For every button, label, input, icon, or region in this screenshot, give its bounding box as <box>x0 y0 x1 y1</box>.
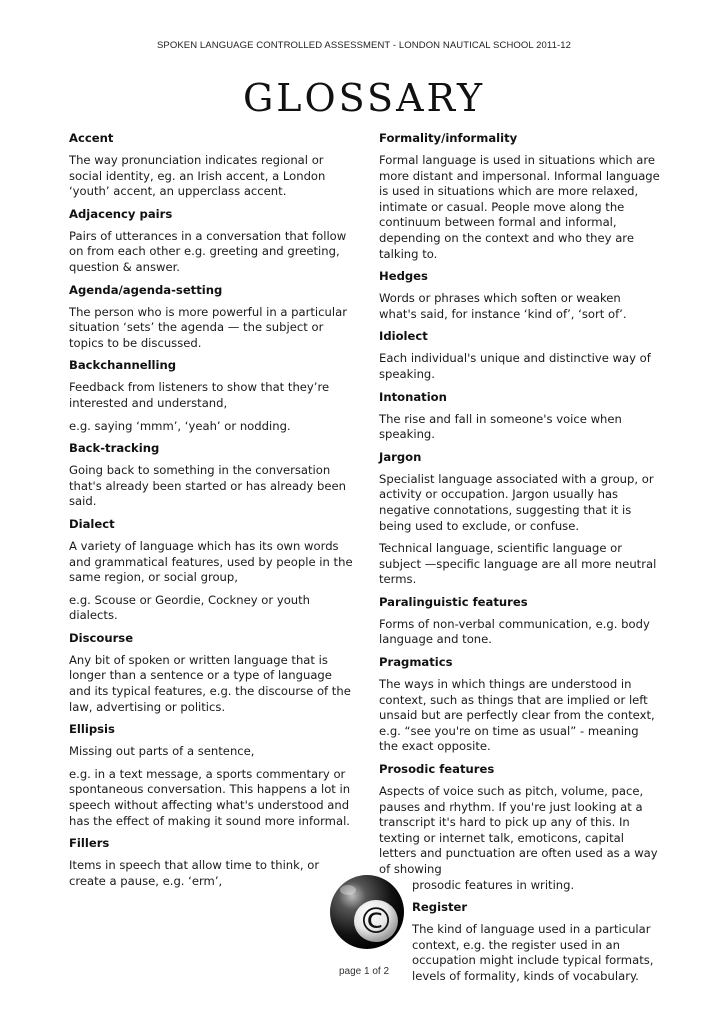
term-accent: Accent <box>69 131 114 145</box>
page-number: page 1 of 2 <box>338 966 390 977</box>
term-back-tracking: Back-tracking <box>69 441 160 456</box>
definition-accent: The way pronunciation indicates regional or social identity, eg. an Irish accent, a London ‘youth’ accent, an upperclass accent. <box>69 153 326 199</box>
term-pragmatics: Pragmatics <box>379 655 453 670</box>
svg-text:©: © <box>358 901 394 942</box>
term-idiolect: Idiolect <box>379 329 428 344</box>
term-agenda: Agenda/agenda-setting <box>69 282 223 297</box>
right-column <box>379 131 661 992</box>
left-column <box>69 131 353 896</box>
definition-intonation: The rise and fall in someone's voice when speaking. <box>379 411 622 442</box>
term-intonation: Intonation <box>379 389 447 404</box>
definition-backchannelling-example: e.g. saying ‘mmm’, ‘yeah’ or nodding. <box>69 418 291 433</box>
page-title: GLOSSARY <box>242 76 486 120</box>
definition-paralinguistic: Forms of non-verbal communication, e.g. body language and tone. <box>379 616 650 647</box>
definition-fillers: Items in speech that allow time to think, or create a pause, e.g. ‘erm’, <box>69 858 320 888</box>
term-discourse: Discourse <box>69 630 134 645</box>
definition-formality: Formal language is used in situations which are more distant and impersonal. Informal language is used in situations which are more relaxed, intimate or casual. People move along the continuum between formal and informal, depending on the context and who they are talking to. <box>379 153 660 261</box>
definition-pragmatics: The ways in which things are understood in context, such as things that are implied or left unsaid but are perfectly clear from the context, e.g. “see you're on time as usual” - meaning the exact opposite. <box>379 677 655 754</box>
term-ellipsis: Ellipsis <box>69 722 115 737</box>
definition-ellipsis-example: e.g. in a text message, a sports commentary or spontaneous conversation. This happens a lot in speech without affecting what's understood and has the effect of making it sound more informal. <box>69 766 351 828</box>
definition-prosodic-end: prosodic features in writing. <box>412 877 575 892</box>
definition-jargon: Specialist language associated with a group, or activity or occupation. Jargon usually has negative connotations, suggesting that it is being used to exclude, or confuse. <box>379 471 654 533</box>
definition-discourse: Any bit of spoken or written language that is longer than a sentence or a type of language and its typical features, e.g. the discourse of the law, advertising or politics. <box>69 652 351 714</box>
term-jargon: Jargon <box>379 449 422 464</box>
term-formality: Formality/informality <box>379 131 518 145</box>
term-backchannelling: Backchannelling <box>69 358 177 373</box>
term-hedges: Hedges <box>379 269 428 284</box>
term-prosodic: Prosodic features <box>379 762 495 777</box>
definition-ellipsis: Missing out parts of a sentence, <box>69 744 255 759</box>
definition-register: The kind of language used in a particular context, e.g. the register used in an occupation might include typical formats, levels of formality, kinds of vocabulary. <box>412 922 654 983</box>
term-dialect: Dialect <box>69 516 115 531</box>
definition-adjacency-pairs: Pairs of utterances in a conversation that follow on from each other e.g. greeting and greeting, question & answer. <box>69 228 347 274</box>
definition-back-tracking: Going back to something in the conversation that's already been started or has already been said. <box>69 463 346 509</box>
term-register: Register <box>412 900 468 915</box>
definition-jargon-neutral: Technical language, scientific language or subject —specific language are all more neutral terms. <box>379 541 657 587</box>
copyright-ball-icon <box>328 873 406 951</box>
copyright-ball-logo <box>328 873 406 951</box>
definition-prosodic: Aspects of voice such as pitch, volume, pace, pauses and rhythm. If you're just looking at a transcript it's hard to pick up any of this. In texting or internet talk, emoticons, capital letters and punctuation are often used as a way of showing <box>379 784 658 876</box>
definition-hedges: Words or phrases which soften or weaken what's said, for instance ‘kind of’, ‘sort of’. <box>379 291 627 321</box>
definition-dialect: A variety of language which has its own words and grammatical features, used by people in the same region, or social group, <box>69 538 353 585</box>
term-paralinguistic: Paralinguistic features <box>379 594 528 609</box>
term-adjacency-pairs: Adjacency pairs <box>69 206 173 221</box>
definition-backchannelling: Feedback from listeners to show that they’re interested and understand, <box>69 380 330 410</box>
definition-agenda: The person who is more powerful in a particular situation ‘sets’ the agenda — the subject or topics to be discussed. <box>69 304 347 350</box>
definition-idiolect: Each individual's unique and distinctive way of speaking. <box>379 351 651 381</box>
page-header: SPOKEN LANGUAGE CONTROLLED ASSESSMENT - LONDON NAUTICAL SCHOOL 2011-12 <box>156 40 572 51</box>
term-fillers: Fillers <box>69 836 110 851</box>
definition-dialect-example: e.g. Scouse or Geordie, Cockney or youth dialects. <box>69 592 311 623</box>
